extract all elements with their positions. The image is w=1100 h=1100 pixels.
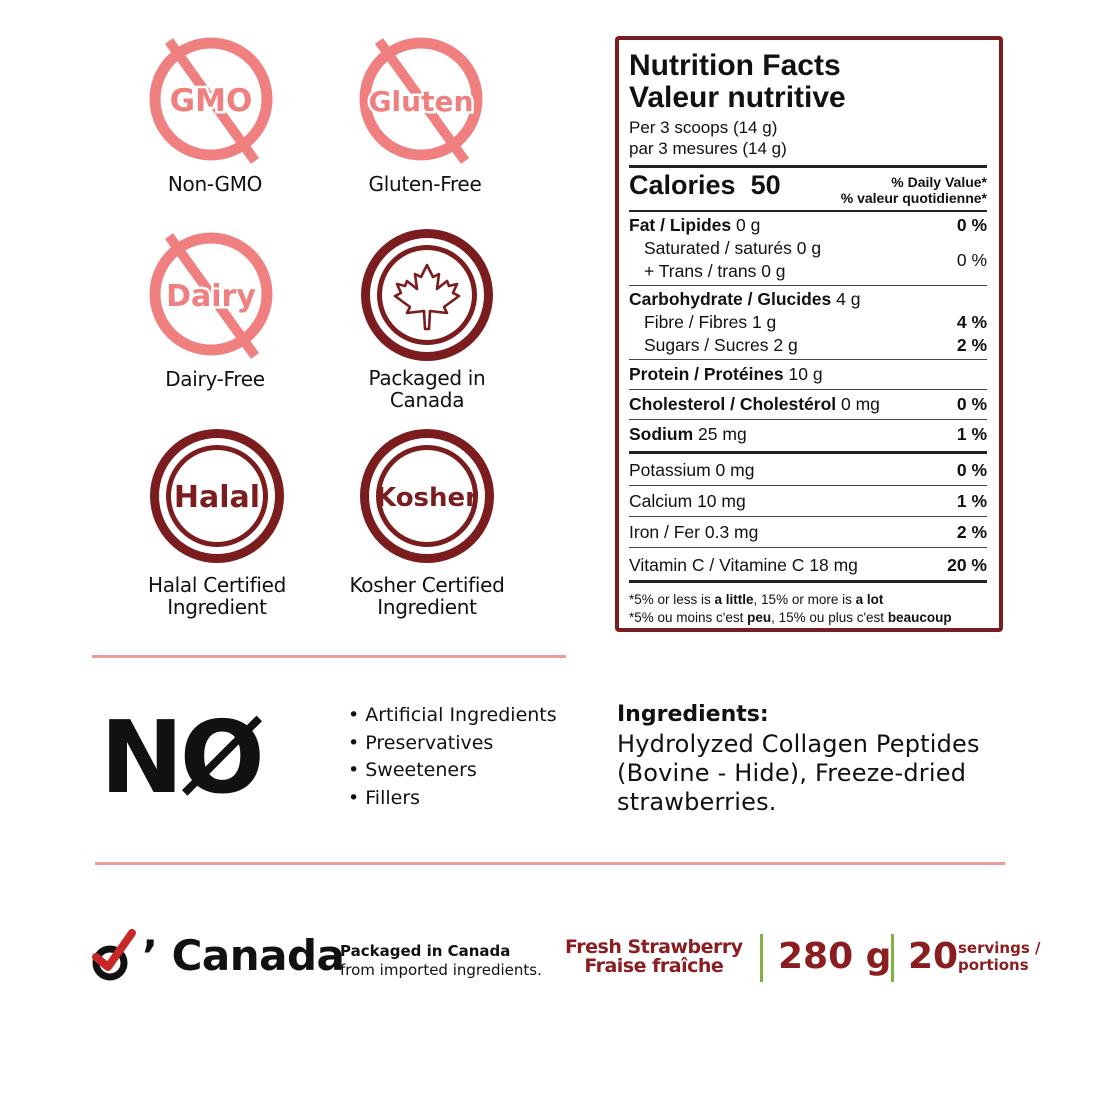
kosher-icon bbox=[355, 426, 499, 568]
list-item: • Artificial Ingredients bbox=[348, 702, 557, 730]
badge-dairy-free bbox=[110, 230, 320, 390]
nf-serving bbox=[629, 117, 987, 159]
servings-label: servings / portions bbox=[958, 939, 1041, 974]
packaged-line-1: Packaged in Canada bbox=[340, 942, 511, 960]
nf-daily-value-header bbox=[841, 169, 987, 206]
checkmark-o-icon bbox=[92, 927, 138, 983]
nf-potassium-block bbox=[629, 454, 987, 486]
nf-title-en: Nutrition Facts bbox=[629, 49, 841, 82]
badge-caption: Halal Certified Ingredient bbox=[147, 573, 286, 619]
separator-bar bbox=[891, 934, 894, 982]
nf-footnote bbox=[629, 591, 987, 627]
nf-row-saturated: Saturated / saturés 0 g bbox=[644, 238, 822, 258]
ingredients bbox=[617, 700, 1007, 817]
list-item: • Sweeteners bbox=[348, 757, 557, 785]
nf-row-trans: + Trans / trans 0 g bbox=[644, 261, 786, 281]
divider-rule-bottom bbox=[95, 862, 1005, 865]
no-mark bbox=[98, 702, 278, 806]
badge-halal bbox=[112, 426, 322, 618]
nf-sat-trans bbox=[629, 237, 987, 283]
ingredients-text: Hydrolyzed Collagen Peptides (Bovine - Hide), Freeze-dried strawberries. bbox=[617, 730, 980, 816]
maple-leaf-icon bbox=[355, 225, 499, 365]
badge-word: Halal bbox=[173, 480, 261, 515]
halal-icon bbox=[145, 426, 289, 568]
badge-caption: Dairy-Free bbox=[165, 367, 265, 391]
nf-fat-block bbox=[629, 212, 987, 286]
o-canada-logo bbox=[92, 925, 344, 985]
nf-dv-en: % Daily Value* bbox=[891, 174, 987, 190]
nf-fat-pct: 0 % bbox=[956, 215, 987, 235]
servings-count: 20 bbox=[908, 936, 959, 977]
nf-row-carb bbox=[629, 288, 987, 311]
badge-word: GMO bbox=[169, 83, 253, 119]
badge-packaged-in-canada bbox=[322, 225, 532, 411]
nf-row-iron: Iron / Fer 0.3 mg 2 % bbox=[629, 522, 987, 542]
badge-caption: Gluten-Free bbox=[368, 172, 482, 196]
packaged-line-2: from imported ingredients. bbox=[340, 961, 542, 979]
nf-carb-block bbox=[629, 286, 987, 360]
nf-row-sodium: Sodium 25 mg 1 % bbox=[629, 424, 987, 444]
list-item: • Preservatives bbox=[348, 730, 557, 758]
list-item: • Fillers bbox=[348, 785, 557, 813]
nf-vitc-block bbox=[629, 548, 987, 583]
no-list bbox=[348, 702, 557, 812]
no-gluten-icon bbox=[355, 35, 495, 167]
no-mark-text: NØ bbox=[100, 702, 261, 802]
nf-row-calcium: Calcium 10 mg 1 % bbox=[629, 491, 987, 511]
badge-word: Dairy bbox=[166, 279, 256, 314]
no-gmo-icon bbox=[145, 35, 285, 167]
nf-row-cholesterol: Cholesterol / Cholestérol 0 mg 0 % bbox=[629, 394, 987, 414]
flavour-en: Fresh Strawberry bbox=[565, 936, 743, 958]
nf-calories bbox=[629, 169, 781, 201]
nf-row-potassium: Potassium 0 mg 0 % bbox=[629, 460, 987, 480]
badge-caption: Non-GMO bbox=[167, 172, 263, 196]
badge-caption: Kosher Certified Ingredient bbox=[349, 573, 505, 619]
nf-title-fr: Valeur nutritive bbox=[629, 81, 846, 114]
flavour-fr: Fraise fraîche bbox=[584, 955, 724, 977]
badge-kosher bbox=[322, 426, 532, 618]
badge-gluten-free bbox=[320, 35, 530, 195]
nutrition-facts-panel bbox=[615, 36, 1003, 632]
logo-text: ’ Canada bbox=[142, 930, 345, 980]
nf-sodium-block bbox=[629, 420, 987, 454]
divider-rule-top bbox=[92, 655, 566, 658]
nf-sat-trans-pct: 0 % bbox=[956, 249, 987, 270]
no-dairy-icon bbox=[145, 230, 285, 362]
nf-calcium-block bbox=[629, 486, 987, 517]
nf-carb-label: Carbohydrate / Glucides bbox=[629, 289, 832, 309]
badge-caption: Packaged in Canada bbox=[368, 366, 486, 412]
net-weight: 280 g bbox=[778, 936, 892, 977]
packaged-note bbox=[340, 942, 542, 980]
badge-non-gmo bbox=[110, 35, 320, 195]
flavour bbox=[565, 938, 743, 976]
nf-carb-amount: 4 g bbox=[836, 289, 861, 309]
badge-word: Gluten bbox=[368, 85, 474, 118]
nf-calories-value: 50 bbox=[750, 170, 781, 200]
nf-serving-en: Per 3 scoops (14 g) bbox=[629, 118, 778, 137]
separator-bar bbox=[760, 934, 763, 982]
nf-row-vitamin-c: Vitamin C / Vitamine C 18 mg 20 % bbox=[629, 555, 987, 575]
nf-row-fat bbox=[629, 214, 987, 237]
nf-calories-label: Calories bbox=[629, 170, 736, 200]
nf-iron-block bbox=[629, 517, 987, 548]
nf-footnote-en: *5% or less is a little, 15% or more is a lot bbox=[629, 592, 884, 607]
badge-word: Kosher bbox=[376, 483, 478, 513]
ingredients-heading: Ingredients: bbox=[617, 702, 769, 727]
nf-dv-fr: % valeur quotidienne* bbox=[840, 190, 987, 206]
nf-protein-block bbox=[629, 360, 987, 390]
nf-fat-label: Fat / Lipides bbox=[629, 215, 732, 235]
nf-footnote-fr: *5% ou moins c'est peu, 15% ou plus c'est beaucoup bbox=[629, 610, 952, 625]
nf-cholesterol-block bbox=[629, 390, 987, 420]
nf-calories-row bbox=[629, 168, 987, 206]
nf-serving-fr: par 3 mesures (14 g) bbox=[629, 139, 787, 158]
nf-row-protein: Protein / Protéines 10 g bbox=[629, 364, 823, 384]
nf-row-fibre: Fibre / Fibres 1 g 4 % bbox=[644, 312, 987, 332]
nf-fat-amount: 0 g bbox=[735, 215, 761, 235]
svg-text:O: O bbox=[92, 927, 93, 928]
nf-row-sugars: Sugars / Sucres 2 g 2 % bbox=[644, 335, 987, 355]
